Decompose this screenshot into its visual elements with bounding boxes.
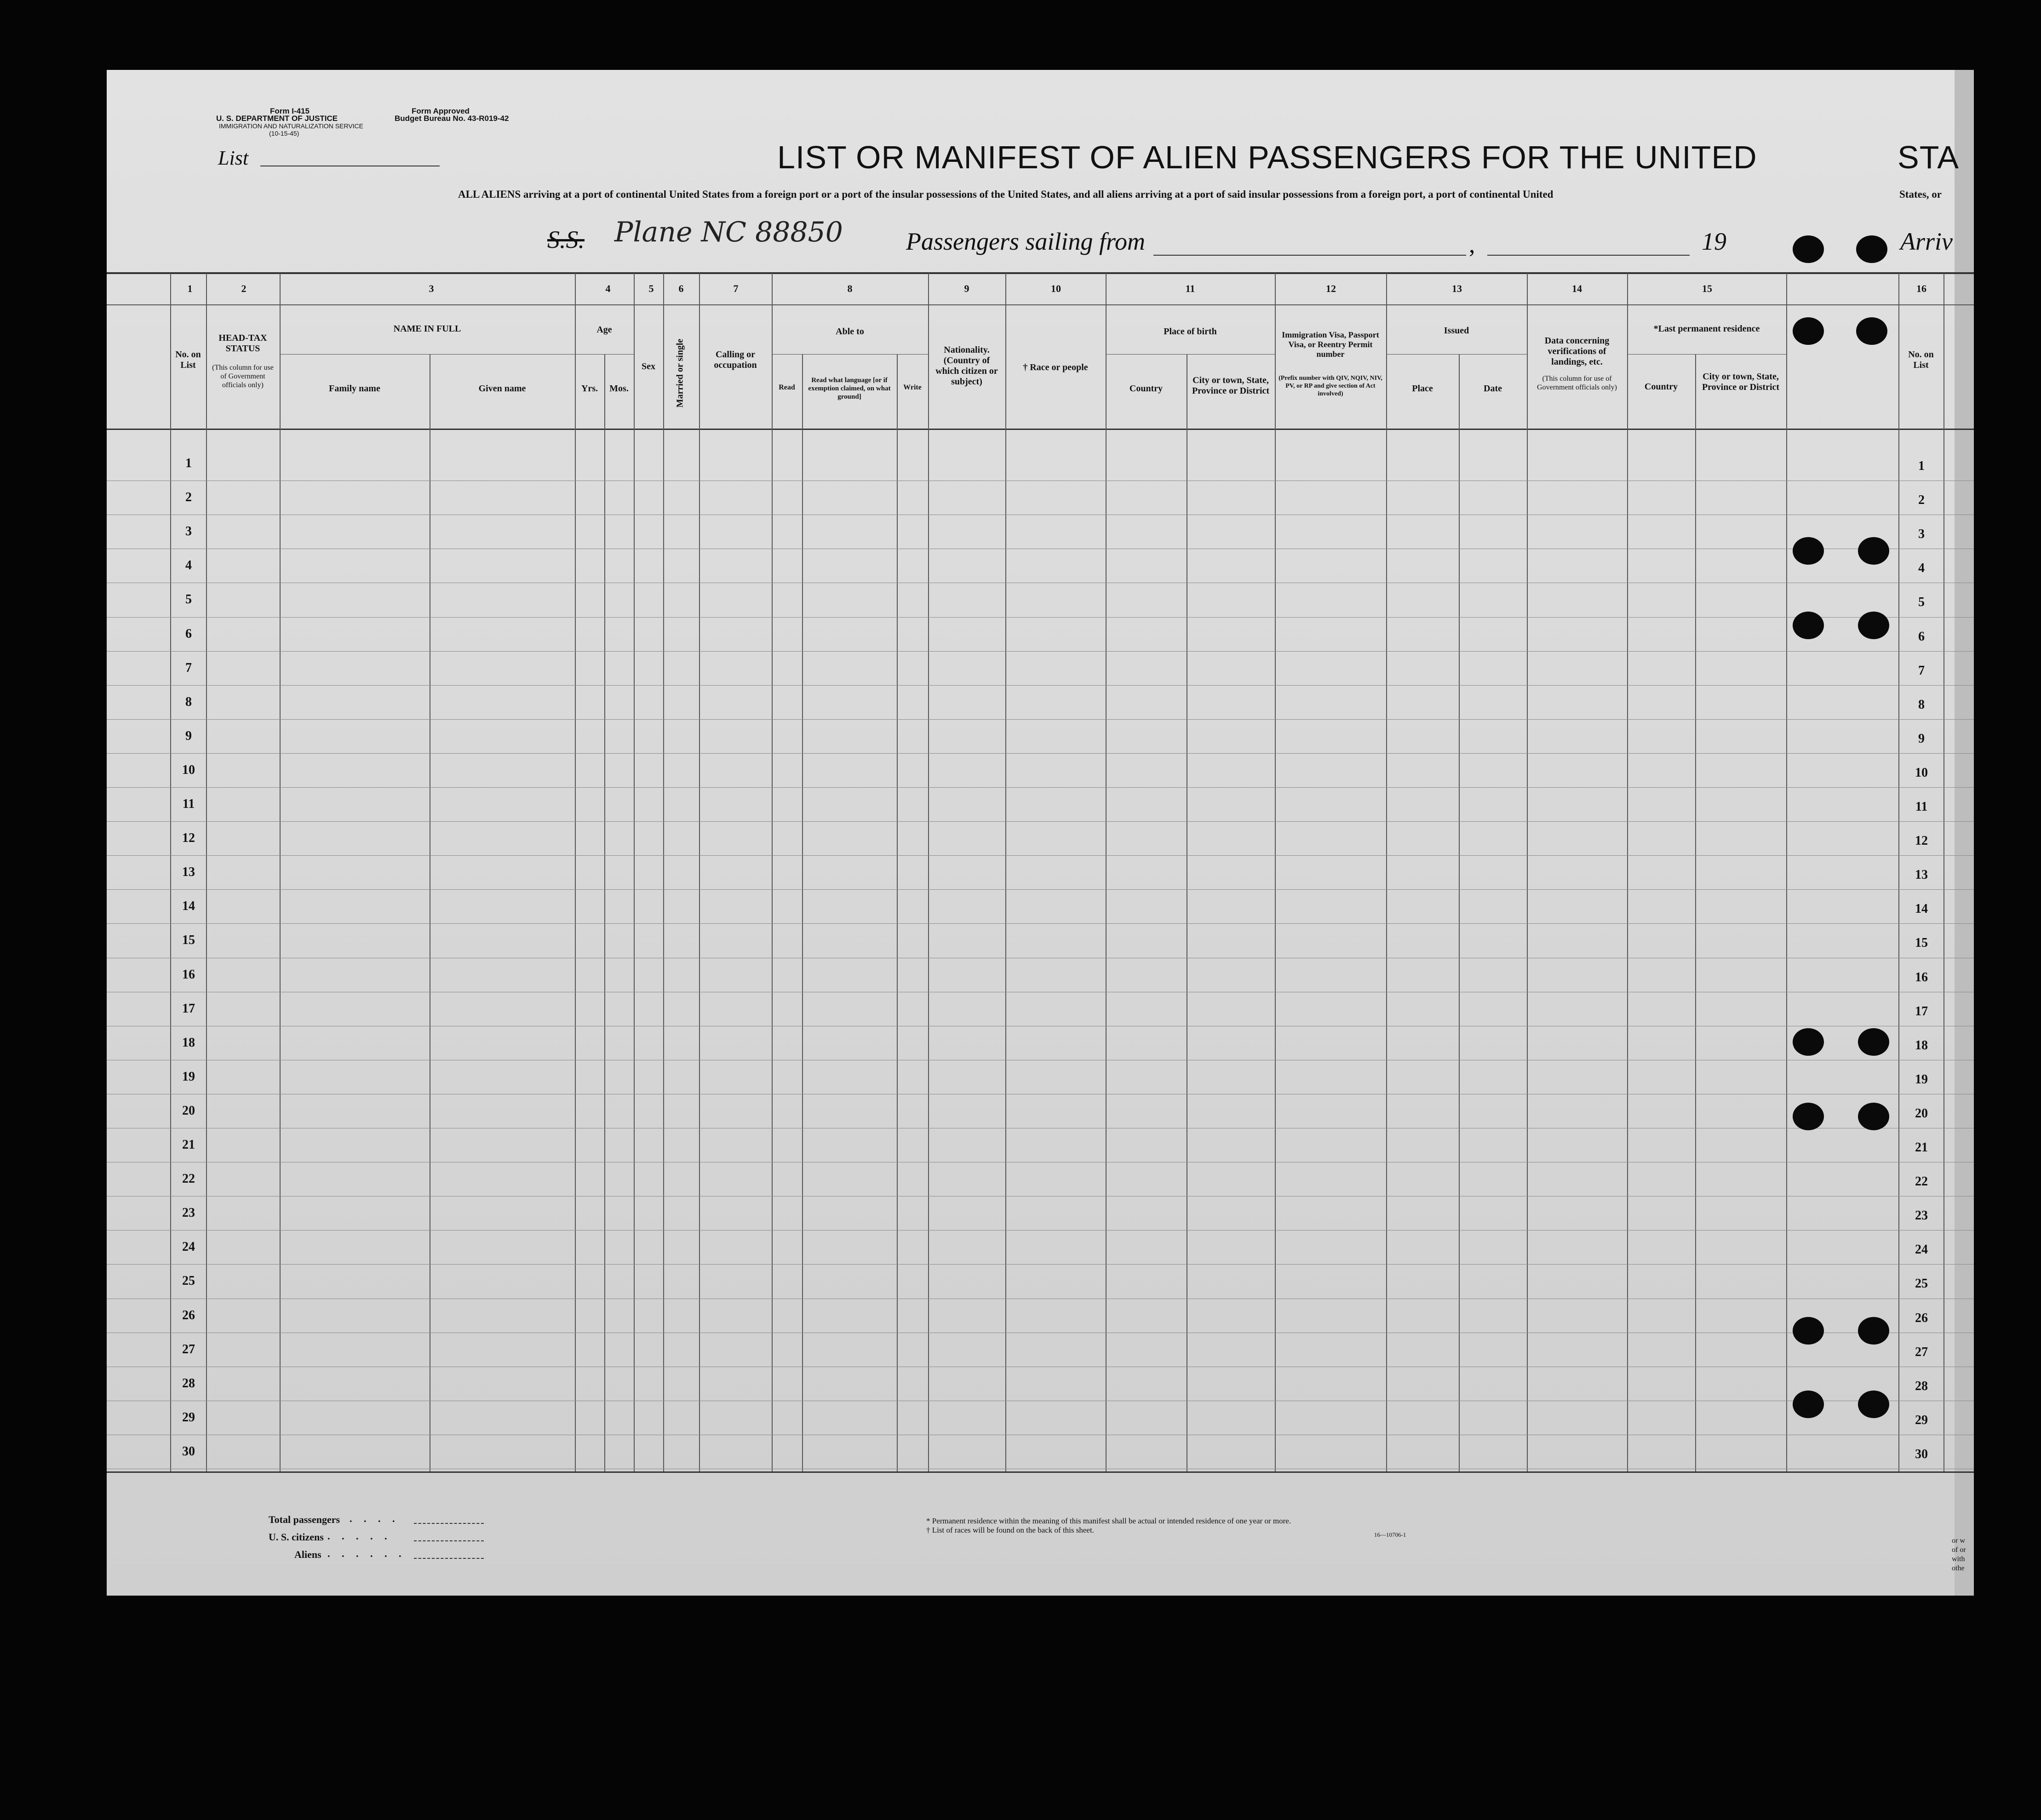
col-divider-13 [1386, 273, 1387, 1471]
header-sex: Sex [642, 361, 655, 372]
col-divider-9 [928, 273, 929, 1471]
header-bottom-rule [107, 429, 1974, 430]
row-number-right: 17 [1915, 1004, 1928, 1019]
name-subheader-rule [280, 354, 575, 355]
row-number-right: 25 [1915, 1276, 1928, 1291]
manifest-subtitle: ALL ALIENS arriving at a port of continental United States from a foreign port or a port of the insular possessions of the United States, and all aliens arriving at a port of said insular possessions from a foreign port, a port of continental United [458, 189, 1554, 200]
row-number-right: 10 [1915, 765, 1928, 780]
colnum-8: 8 [847, 283, 853, 294]
header-visa: Immigration Visa, Passport Visa, or Reentry Permit number [1282, 330, 1379, 359]
colnum-6: 6 [678, 283, 684, 294]
footer-print-code: 16—10706-1 [1374, 1531, 1406, 1538]
table-row [107, 889, 1974, 890]
row-number: 29 [182, 1410, 195, 1425]
colnum-12: 12 [1326, 283, 1336, 294]
footer-right-text-1: or w [1952, 1537, 1965, 1545]
punch-hole [1793, 235, 1824, 263]
punch-hole [1793, 612, 1824, 639]
col-divider-4b [604, 354, 605, 1471]
table-row [107, 753, 1974, 754]
row-number: 1 [185, 456, 192, 471]
col-divider-7 [699, 273, 700, 1471]
row-number: 17 [182, 1001, 195, 1016]
row-number-right: 27 [1915, 1345, 1928, 1359]
col-divider-17 [1898, 273, 1899, 1471]
col-divider-8c [897, 354, 898, 1471]
header-issued-place: Place [1412, 383, 1433, 394]
manifest-subtitle-continued: States, or [1899, 189, 1942, 200]
footer-dots-2: . . . . . [327, 1530, 392, 1542]
department-name: U. S. DEPARTMENT OF JUSTICE [216, 114, 338, 123]
row-number-right: 12 [1915, 834, 1928, 848]
table-row [107, 855, 1974, 856]
punch-hole [1858, 1317, 1889, 1345]
col-divider-14 [1527, 273, 1528, 1471]
row-number-right: 23 [1915, 1208, 1928, 1223]
col-divider-2 [206, 273, 207, 1471]
footer-note-residence: * Permanent residence within the meaning of this manifest shall be actual or intended residence of one year or more. [926, 1517, 1291, 1525]
header-residence-country: Country [1644, 382, 1678, 392]
header-read: Read [779, 383, 795, 391]
row-number-right: 18 [1915, 1038, 1928, 1053]
header-birth-city: City or town, State, Province or District [1192, 375, 1270, 396]
row-number: 6 [185, 626, 192, 641]
residence-subheader-rule [1627, 354, 1786, 355]
punch-hole [1858, 612, 1889, 639]
header-place-of-birth: Place of birth [1164, 326, 1217, 337]
issued-subheader-rule [1386, 354, 1527, 355]
header-family-name: Family name [329, 383, 380, 394]
header-last-residence: *Last permanent residence [1653, 324, 1760, 334]
form-approval: Form Approved [412, 107, 470, 115]
col-divider-1 [170, 273, 171, 1471]
row-number-right: 16 [1915, 970, 1928, 984]
row-number: 12 [182, 831, 195, 846]
manifest-title: LIST OR MANIFEST OF ALIEN PASSENGERS FOR THE UNITED [777, 139, 1757, 175]
footer-right-text-4: othe [1952, 1564, 1965, 1572]
row-number: 7 [185, 660, 192, 675]
row-number-right: 20 [1915, 1106, 1928, 1121]
row-number: 8 [185, 694, 192, 709]
row-number: 27 [182, 1342, 195, 1356]
col-divider-6 [663, 273, 664, 1471]
footer-total-line [414, 1523, 484, 1524]
row-number-right: 19 [1915, 1072, 1928, 1087]
comma: , [1469, 230, 1475, 258]
punch-hole [1793, 537, 1824, 565]
footer-right-text-3: with [1952, 1555, 1965, 1563]
colnum-11: 11 [1185, 283, 1195, 294]
header-issued-date: Date [1484, 383, 1502, 394]
header-data-note: (This column for use of Government officials only) [1537, 375, 1617, 391]
row-number-right: 26 [1915, 1311, 1928, 1325]
form-number: Form I-415 [270, 107, 310, 115]
footer-right-text-2: of or [1952, 1546, 1966, 1554]
row-number-right: 8 [1918, 697, 1925, 712]
col-divider-13b [1459, 354, 1460, 1471]
year-prefix: 19 [1702, 228, 1726, 255]
row-number-right: 30 [1915, 1447, 1928, 1461]
row-number-right: 9 [1918, 731, 1925, 746]
header-data-concerning: Data concerning verifications of landings, etc. [1544, 336, 1610, 367]
header-married-or-single: Married or single [675, 338, 685, 408]
list-label: List [218, 147, 249, 169]
row-number: 22 [182, 1172, 195, 1186]
colnum-3: 3 [429, 283, 434, 294]
row-number-right: 7 [1918, 663, 1925, 678]
table-row [107, 1230, 1974, 1231]
colnum-10: 10 [1051, 283, 1061, 294]
header-months: Mos. [609, 383, 629, 394]
col-divider-15 [1627, 273, 1628, 1471]
header-birth-country: Country [1129, 383, 1163, 394]
header-nationality: Nationality. (Country of which citizen or subject) [935, 345, 998, 387]
colnum-7: 7 [733, 283, 739, 294]
colnum-1: 1 [187, 283, 193, 294]
footer-us-citizens: U. S. citizens [269, 1531, 324, 1543]
table-row [107, 787, 1974, 788]
header-able-to: Able to [836, 326, 864, 337]
colnum-5: 5 [648, 283, 654, 294]
row-number: 4 [185, 558, 192, 573]
table-bottom-rule [107, 1471, 1974, 1473]
service-name: IMMIGRATION AND NATURALIZATION SERVICE [219, 122, 363, 130]
col-divider-16 [1786, 273, 1787, 1471]
row-number-right: 2 [1918, 493, 1925, 508]
footer-dots-1: . . . . [350, 1513, 400, 1524]
col-divider-10 [1005, 273, 1006, 1471]
row-number: 3 [185, 524, 192, 539]
header-head-tax-note: (This column for use of Government officials only) [212, 364, 274, 389]
header-calling: Calling or occupation [714, 349, 757, 370]
row-number-right: 29 [1915, 1413, 1928, 1427]
sailing-date-line [1487, 255, 1690, 256]
row-number: 2 [185, 490, 192, 505]
able-subheader-rule [772, 354, 928, 355]
colnum-15: 15 [1702, 283, 1712, 294]
col-divider-8 [772, 273, 773, 1471]
row-number: 19 [182, 1069, 195, 1084]
row-number: 23 [182, 1206, 195, 1220]
col-divider-15b [1695, 354, 1696, 1471]
punch-hole [1793, 1028, 1824, 1056]
col-divider-8b [802, 354, 803, 1471]
footer-note-races: † List of races will be found on the back of this sheet. [926, 1526, 1094, 1534]
colnum-14: 14 [1572, 283, 1582, 294]
row-number: 20 [182, 1103, 195, 1118]
form-date-code: (10-15-45) [269, 130, 299, 137]
punch-hole [1793, 1317, 1824, 1345]
row-number-right: 22 [1915, 1174, 1928, 1189]
punch-hole [1858, 1103, 1889, 1130]
row-number-right: 28 [1915, 1379, 1928, 1393]
header-read-language: Read what language [or if exemption claimed, on what ground] [808, 377, 891, 401]
row-number-right: 3 [1918, 527, 1925, 542]
colnum-9: 9 [964, 283, 969, 294]
age-subheader-rule [575, 354, 634, 355]
row-number-right: 6 [1918, 629, 1925, 644]
colnum-16: 16 [1916, 283, 1926, 294]
colnum-2: 2 [241, 283, 247, 294]
header-age: Age [596, 325, 612, 335]
row-number: 14 [182, 899, 195, 914]
ship-name-handwritten: Plane NC 88850 [614, 216, 843, 248]
table-row [107, 651, 1974, 652]
punch-hole [1858, 537, 1889, 565]
punch-hole [1858, 1028, 1889, 1056]
header-no-on-list: No. on List [175, 349, 201, 370]
row-number: 13 [182, 865, 195, 880]
punch-hole [1793, 1391, 1824, 1418]
row-number: 11 [182, 797, 195, 812]
header-race: † Race or people [1023, 362, 1088, 372]
punch-hole [1856, 235, 1887, 263]
col-divider-12 [1275, 273, 1276, 1471]
col-divider-3 [280, 273, 281, 1471]
row-number: 10 [182, 762, 195, 777]
punch-hole [1793, 317, 1824, 345]
sailing-from-label: Passengers sailing from [906, 228, 1146, 255]
table-row [107, 685, 1974, 686]
header-issued: Issued [1444, 326, 1469, 336]
table-row [107, 923, 1974, 924]
punch-hole [1858, 1391, 1889, 1418]
row-number: 26 [182, 1308, 195, 1322]
column-number-rule [107, 304, 1974, 305]
row-number-right: 11 [1915, 800, 1928, 814]
ship-prefix: S.S. [547, 226, 585, 253]
manifest-title-continued: STA [1898, 139, 1959, 175]
header-residence-city: City or town, State, Province or District [1702, 372, 1780, 392]
header-visa-note: (Prefix number with QIV, NQIV, NIV, PV, or RP and give section of Act involved) [1278, 375, 1382, 397]
sailing-port-line [1153, 255, 1466, 256]
row-number: 5 [185, 592, 192, 607]
punch-hole [1856, 317, 1887, 345]
header-write: Write [903, 383, 922, 391]
birth-subheader-rule [1106, 354, 1275, 355]
row-number: 21 [182, 1138, 195, 1152]
row-number: 28 [182, 1376, 195, 1391]
header-no-on-list-right: No. on List [1908, 349, 1934, 370]
row-number-right: 24 [1915, 1242, 1928, 1257]
table-row [107, 617, 1974, 618]
colnum-13: 13 [1452, 283, 1462, 294]
table-row [107, 719, 1974, 720]
row-number: 18 [182, 1035, 195, 1050]
table-top-rule [107, 272, 1974, 274]
table-row [107, 821, 1974, 822]
row-number: 25 [182, 1274, 195, 1288]
footer-aliens: Aliens [294, 1549, 321, 1560]
table-row [107, 1264, 1974, 1265]
colnum-4: 4 [605, 283, 611, 294]
header-given-name: Given name [478, 383, 526, 394]
row-number-right: 21 [1915, 1140, 1928, 1155]
row-number-right: 15 [1915, 936, 1928, 950]
punch-hole [1793, 1103, 1824, 1130]
row-number-right: 14 [1915, 902, 1928, 916]
row-number: 9 [185, 728, 192, 743]
footer-citizens-line [414, 1540, 484, 1541]
row-number: 15 [182, 933, 195, 948]
row-number-right: 13 [1915, 868, 1928, 882]
row-number-right: 1 [1918, 459, 1925, 474]
col-divider-4 [575, 273, 576, 1471]
footer-dots-3: . . . . . . [327, 1548, 406, 1559]
header-years: Yrs. [581, 383, 598, 394]
row-number: 24 [182, 1240, 195, 1254]
footer-total-passengers: Total passengers [269, 1514, 340, 1525]
row-number: 16 [182, 967, 195, 982]
budget-number: Budget Bureau No. 43-R019-42 [395, 114, 509, 123]
row-number-right: 5 [1918, 595, 1925, 610]
header-head-tax: HEAD-TAX STATUS [218, 333, 267, 354]
row-number-right: 4 [1918, 561, 1925, 576]
col-divider-5 [634, 273, 635, 1471]
row-number: 30 [182, 1444, 195, 1459]
footer-aliens-line [414, 1558, 484, 1559]
arrival-label-continued: Arriv [1900, 228, 1953, 255]
header-name-in-full: NAME IN FULL [393, 324, 461, 334]
